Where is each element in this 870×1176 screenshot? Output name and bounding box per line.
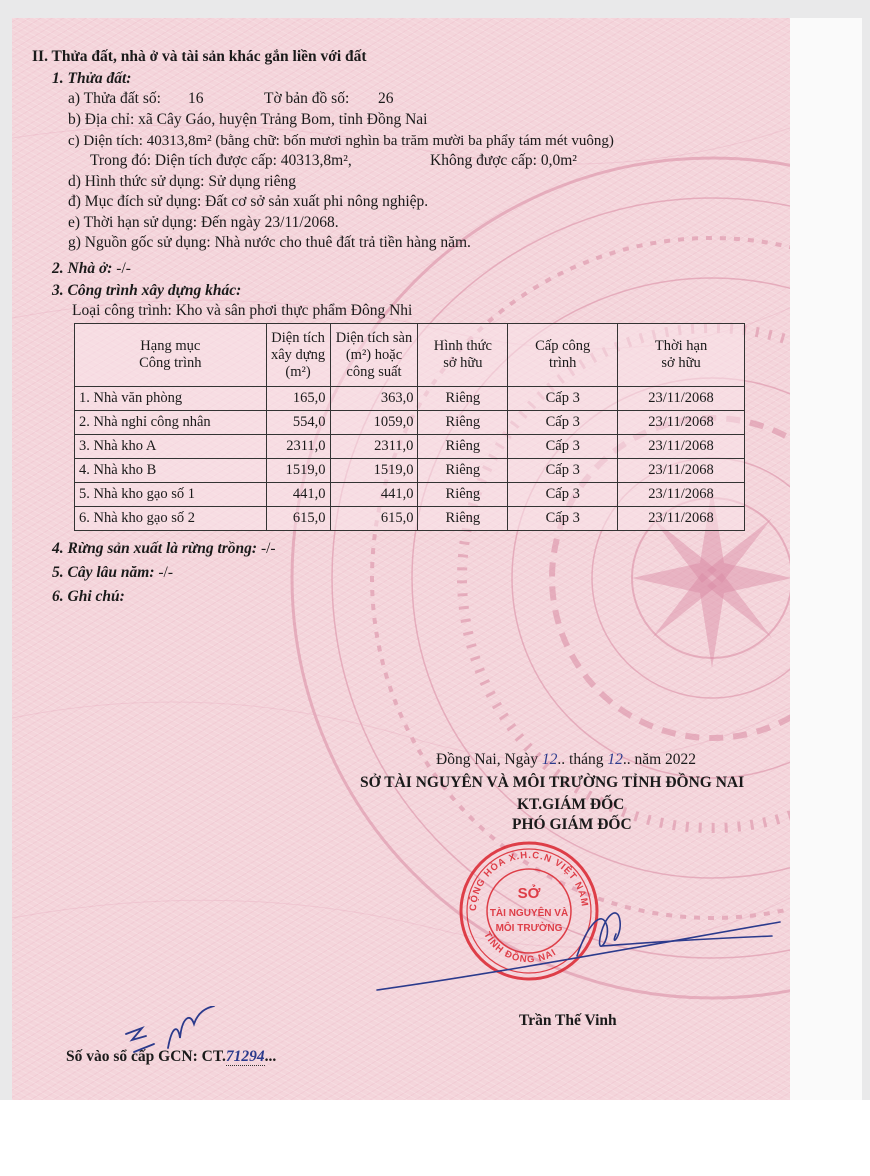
- cell-term: 23/11/2068: [618, 459, 745, 483]
- svg-text:TÀI NGUYÊN VÀ: TÀI NGUYÊN VÀ: [489, 908, 569, 919]
- cell-floor-area: 2311,0: [330, 435, 418, 459]
- area: c) Diện tích: 40313,8m² (bằng chữ: bốn mươi nghìn ba trăm mười ba phẩy tám mét vuông): [68, 133, 614, 149]
- cell-ownership: Riêng: [418, 483, 508, 507]
- land-heading: 1. Thửa đất:: [52, 70, 132, 87]
- signing-date: Đồng Nai, Ngày 12.. tháng 12.. năm 2022: [436, 751, 697, 768]
- table-row: [75, 507, 745, 531]
- house-line: [52, 260, 131, 278]
- cell-build-area: 1519,0: [266, 459, 330, 483]
- col-header-build-area: Diện tích xây dựng (m²): [266, 324, 330, 387]
- date-month-label: tháng: [569, 751, 604, 768]
- other-works-heading: 3. Công trình xây dựng khác:: [52, 282, 242, 299]
- date-month: 12: [607, 751, 623, 768]
- parcel-label: a) Thửa đất số:: [68, 90, 161, 107]
- use-purpose: đ) Mục đích sử dụng: Đất cơ sở sản xuất phi nông nghiệp.: [68, 193, 429, 210]
- cell-build-area: 554,0: [266, 411, 330, 435]
- cell-term: 23/11/2068: [618, 507, 745, 531]
- table-row: [75, 435, 745, 459]
- works-table: [74, 323, 745, 531]
- map-sheet-number: 26: [378, 90, 394, 107]
- issuing-agency: SỞ TÀI NGUYÊN VÀ MÔI TRƯỜNG TỈNH ĐỒNG NAI: [360, 774, 745, 791]
- table-row: [75, 459, 745, 483]
- register-number: 71294: [225, 1048, 265, 1065]
- cell-floor-area: 441,0: [330, 483, 418, 507]
- cell-name: 1. Nhà văn phòng: [75, 387, 267, 411]
- address: b) Địa chỉ: xã Cây Gáo, huyện Trảng Bom, tỉnh Đồng Nai: [68, 111, 428, 128]
- register-label: Số vào sổ cấp GCN: CT.: [66, 1048, 226, 1065]
- house-heading: 2. Nhà ở:: [52, 260, 113, 277]
- area-granted: Trong đó: Diện tích được cấp: 40313,8m²,: [90, 152, 352, 169]
- notes-heading: 6. Ghi chú:: [52, 588, 125, 605]
- deputy-director: PHÓ GIÁM ĐỐC: [512, 816, 632, 833]
- col-header-term: Thời hạn sở hữu: [618, 324, 745, 387]
- cell-floor-area: 1519,0: [330, 459, 418, 483]
- register-line: [66, 1048, 276, 1066]
- cell-name: 4. Nhà kho B: [75, 459, 267, 483]
- forest-line: [52, 540, 276, 558]
- parcel-number: 16: [188, 90, 204, 107]
- svg-text:CỘNG HÒA X.H.C.N VIỆT NAM: CỘNG HÒA X.H.C.N VIỆT NAM: [467, 849, 590, 912]
- svg-text:TỈNH ĐỒNG NAI: TỈNH ĐỒNG NAI: [481, 930, 559, 966]
- date-year: năm 2022: [634, 751, 697, 768]
- register-suffix: ...: [264, 1048, 277, 1065]
- area-not-granted: Không được cấp: 0,0m²: [430, 152, 577, 169]
- cell-grade: Cấp 3: [508, 507, 618, 531]
- cell-name: 2. Nhà nghỉ công nhân: [75, 411, 267, 435]
- cell-term: 23/11/2068: [618, 483, 745, 507]
- cell-grade: Cấp 3: [508, 411, 618, 435]
- section-title: II. Thửa đất, nhà ở và tài sản khác gắn liền với đất: [32, 48, 367, 65]
- cell-build-area: 2311,0: [266, 435, 330, 459]
- cell-ownership: Riêng: [418, 507, 508, 531]
- cell-grade: Cấp 3: [508, 387, 618, 411]
- table-header-row: [75, 324, 745, 387]
- perennial-heading: 5. Cây lâu năm:: [52, 564, 155, 581]
- cell-build-area: 441,0: [266, 483, 330, 507]
- cell-floor-area: 1059,0: [330, 411, 418, 435]
- cell-ownership: Riêng: [418, 411, 508, 435]
- cell-grade: Cấp 3: [508, 459, 618, 483]
- col-header-item: Hạng mục Công trình: [75, 324, 267, 387]
- date-prefix: Đồng Nai, Ngày: [436, 751, 539, 768]
- forest-heading: 4. Rừng sản xuất là rừng trồng:: [52, 540, 258, 557]
- forest-value: -/-: [260, 540, 276, 557]
- cell-term: 23/11/2068: [618, 387, 745, 411]
- cell-build-area: 165,0: [266, 387, 330, 411]
- col-header-grade: Cấp công trình: [508, 324, 618, 387]
- svg-text:MÔI TRƯỜNG: MÔI TRƯỜNG: [495, 923, 563, 934]
- signer-name: Trần Thế Vinh: [519, 1012, 617, 1029]
- table-row: [75, 387, 745, 411]
- cell-ownership: Riêng: [418, 459, 508, 483]
- cell-term: 23/11/2068: [618, 411, 745, 435]
- cell-term: 23/11/2068: [618, 435, 745, 459]
- perennial-value: -/-: [158, 564, 173, 581]
- kt-director: KT.GIÁM ĐỐC: [517, 796, 625, 813]
- certificate-page: [12, 18, 790, 1100]
- cell-ownership: Riêng: [418, 387, 508, 411]
- use-form: d) Hình thức sử dụng: Sử dụng riêng: [68, 173, 296, 190]
- works-type-line: Loại công trình: Kho và sân phơi thực phẩm Đông Nhi: [72, 302, 413, 319]
- signature-icon: [372, 886, 790, 1006]
- cell-ownership: Riêng: [418, 435, 508, 459]
- perennial-line: [52, 564, 173, 582]
- cell-floor-area: 363,0: [330, 387, 418, 411]
- map-sheet-label: Tờ bản đồ số:: [264, 90, 350, 107]
- cell-name: 3. Nhà kho A: [75, 435, 267, 459]
- col-header-floor-area: Diện tích sàn (m²) hoặc công suất: [330, 324, 418, 387]
- cell-grade: Cấp 3: [508, 483, 618, 507]
- col-header-ownership: Hình thức sở hữu: [418, 324, 508, 387]
- cell-name: 5. Nhà kho gạo số 1: [75, 483, 267, 507]
- use-term: e) Thời hạn sử dụng: Đến ngày 23/11/2068.: [68, 214, 339, 231]
- scan-bottom-margin: [0, 1100, 870, 1176]
- table-row: [75, 411, 745, 435]
- house-value: -/-: [116, 260, 131, 277]
- cell-name: 6. Nhà kho gạo số 2: [75, 507, 267, 531]
- table-row: [75, 483, 745, 507]
- date-day: 12: [541, 751, 558, 768]
- cell-floor-area: 615,0: [330, 507, 418, 531]
- use-origin: g) Nguồn gốc sử dụng: Nhà nước cho thuê đất trả tiền hàng năm.: [68, 234, 471, 251]
- svg-text:SỞ: SỞ: [517, 885, 541, 902]
- scan-right-margin: [790, 18, 862, 1100]
- cell-grade: Cấp 3: [508, 435, 618, 459]
- cell-build-area: 615,0: [266, 507, 330, 531]
